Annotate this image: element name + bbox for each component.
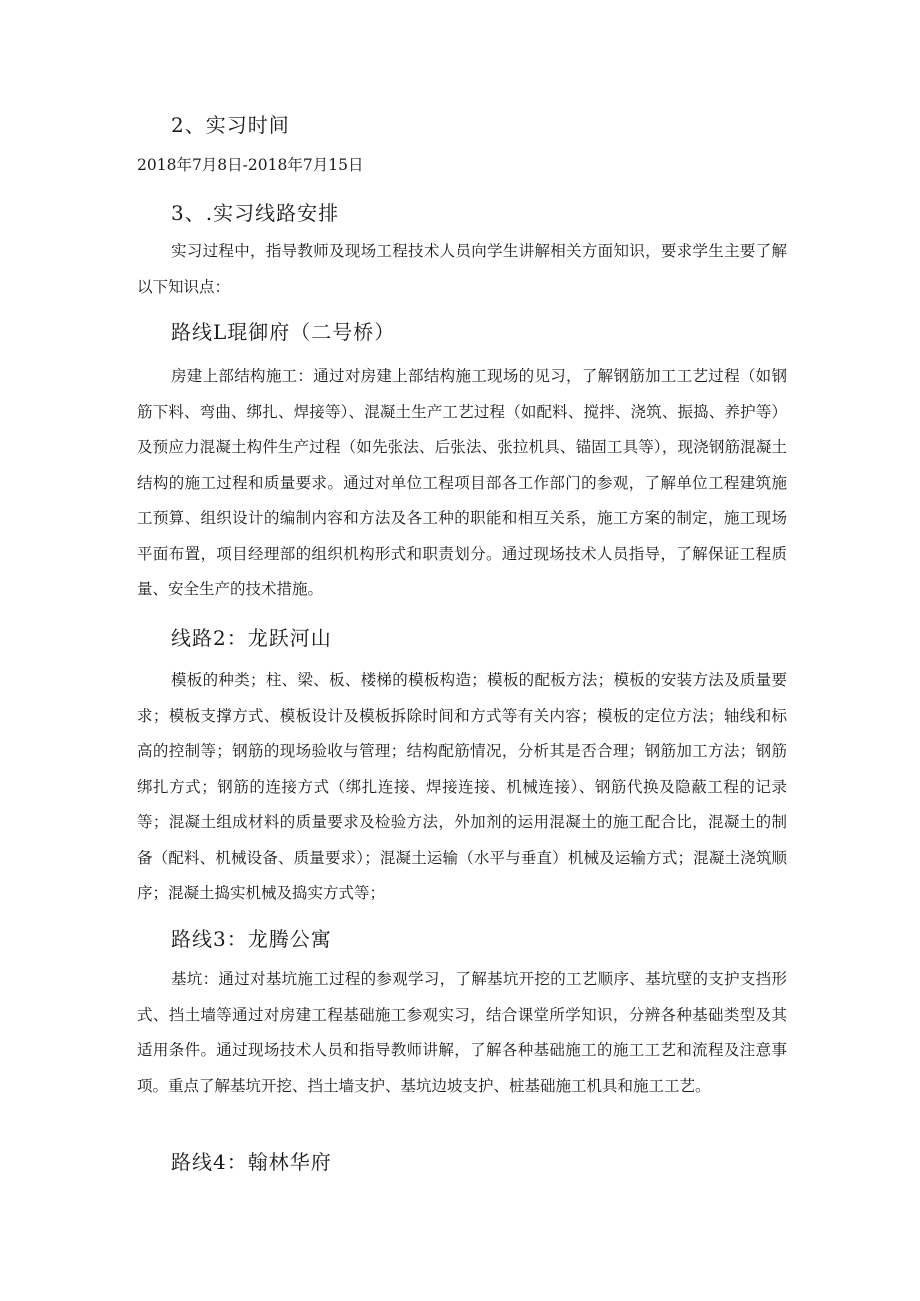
route-4-title: 路线4：翰林华府 bbox=[171, 1150, 332, 1174]
internship-dates: 2018年7月8日-2018年7月15日 bbox=[137, 156, 364, 174]
route-2-title: 线路2：龙跃河山 bbox=[171, 626, 332, 650]
section-time-heading: 2、实习时间 bbox=[171, 113, 290, 137]
route-2-body: 模板的种类；柱、梁、板、楼梯的模板构造；模板的配板方法；模板的安装方法及质量要求；模板支撑方式、模板设计及模板拆除时间和方式等有关内容；模板的定位方法；轴线和标高的控制等；钢筋的现场验收与管理；结构配筋情况，分析其是否合理；钢筋加工方法；钢筋绑扎方式；钢筋的连接方式（绑扎连接、焊接连接、机械连接）、钢筋代换及隐蔽工程的记录等；混凝土组成材料的质量要求及检验方法，外加剂的运用混凝土的施工配合比，混凝土的制备（配料、机械设备、质量要求）；混凝土运输（水平与垂直）机械及运输方式；混凝土浇筑顺序；混凝土捣实机械及捣实方式等； bbox=[137, 671, 787, 902]
route-3-title: 路线3：龙腾公寓 bbox=[171, 927, 332, 951]
route-1-body: 房建上部结构施工：通过对房建上部结构施工现场的见习，了解钢筋加工工艺过程（如钢筋下料、弯曲、绑扎、焊接等）、混凝土生产工艺过程（如配料、搅拌、浇筑、振捣、养护等）及预应力混凝土构件生产过程（如先张法、后张法、张拉机具、锚固工具等），现浇钢筋混凝土结构的施工过程和质量要求。通过对单位工程项目部各工作部门的参观，了解单位工程建筑施工预算、组织设计的编制内容和方法及各工种的职能和相互关系，施工方案的制定，施工现场平面布置，项目经理部的组织机构形式和职责划分。通过现场技术人员指导，了解保证工程质量、安全生产的技术措施。 bbox=[137, 367, 787, 598]
section-route-heading: 3、.实习线路安排 bbox=[171, 201, 340, 225]
route-3-body: 基坑：通过对基坑施工过程的参观学习，了解基坑开挖的工艺顺序、基坑壁的支护支挡形式、挡土墙等通过对房建工程基础施工参观实习，结合课堂所学知识，分辨各种基础类型及其适用条件。通过现场技术人员和指导教师讲解，了解各种基础施工的施工工艺和流程及注意事项。重点了解基坑开挖、挡土墙支护、基坑边坡支护、桩基础施工机具和施工工艺。 bbox=[137, 970, 787, 1095]
section-route-intro: 实习过程中，指导教师及现场工程技术人员向学生讲解相关方面知识，要求学生主要了解以下知识点： bbox=[137, 242, 787, 296]
route-1-title: 路线L琨御府（二号桥） bbox=[171, 320, 396, 344]
